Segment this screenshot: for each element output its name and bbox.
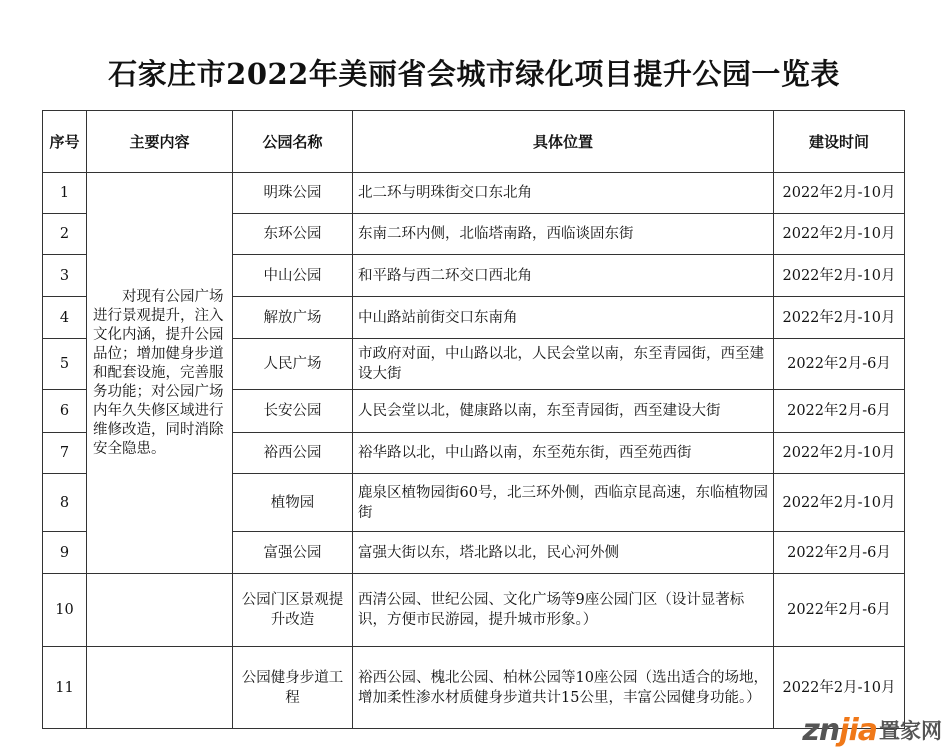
- row-park-name: 人民广场: [233, 339, 353, 390]
- row-location: 市政府对面，中山路以北，人民会堂以南，东至青园街，西至建设大街: [353, 339, 774, 390]
- row-location: 北二环与明珠街交口东北角: [353, 173, 774, 214]
- empty-content-cell: [87, 647, 233, 729]
- header-park-name: 公园名称: [233, 111, 353, 173]
- row-location: 和平路与西二环交口西北角: [353, 255, 774, 297]
- table-row: [43, 647, 905, 729]
- empty-content-cell: [87, 574, 233, 647]
- row-park-name: 解放广场: [233, 297, 353, 339]
- row-location: 裕西公园、槐北公园、柏林公园等10座公园（选出适合的场地，增加柔性渗水材质健身步道共计15公里，丰富公园健身功能。）: [353, 647, 774, 729]
- row-num: 8: [43, 474, 87, 532]
- row-num: 1: [43, 173, 87, 214]
- row-park-name: 东环公园: [233, 214, 353, 255]
- row-location: 东南二环内侧，北临塔南路，西临谈固东街: [353, 214, 774, 255]
- header-num: 序号: [43, 111, 87, 173]
- row-park-name: 植物园: [233, 474, 353, 532]
- header-content: 主要内容: [87, 111, 233, 173]
- row-num: 4: [43, 297, 87, 339]
- row-park-name: 公园门区景观提升改造: [233, 574, 353, 647]
- table-row: [43, 173, 905, 214]
- row-location: 鹿泉区植物园街60号，北三环外侧，西临京昆高速，东临植物园街: [353, 474, 774, 532]
- row-time: 2022年2月-10月: [774, 474, 905, 532]
- row-num: 6: [43, 390, 87, 433]
- main-content-cell: 对现有公园广场进行景观提升，注入文化内涵，提升公园品位；增加健身步道和配套设施，完善服务功能；对公园广场内年久失修区域进行维修改造，同时消除安全隐患。: [87, 173, 233, 574]
- row-time: 2022年2月-6月: [774, 574, 905, 647]
- row-time: 2022年2月-10月: [774, 433, 905, 474]
- table-row: [43, 574, 905, 647]
- row-time: 2022年2月-10月: [774, 647, 905, 729]
- row-location: 西清公园、世纪公园、文化广场等9座公园门区（设计显著标识，方便市民游园，提升城市形象。）: [353, 574, 774, 647]
- table-header-row: [43, 111, 905, 173]
- row-park-name: 中山公园: [233, 255, 353, 297]
- row-time: 2022年2月-6月: [774, 532, 905, 574]
- row-time: 2022年2月-10月: [774, 173, 905, 214]
- watermark-site-name: 置家网: [879, 719, 942, 743]
- row-time: 2022年2月-6月: [774, 339, 905, 390]
- row-location: 人民会堂以北，健康路以南，东至青园街，西至建设大街: [353, 390, 774, 433]
- page-title: 石家庄市2022年美丽省会城市绿化项目提升公园一览表: [108, 57, 840, 91]
- row-park-name: 长安公园: [233, 390, 353, 433]
- row-num: 5: [43, 339, 87, 390]
- header-time: 建设时间: [774, 111, 905, 173]
- row-park-name: 明珠公园: [233, 173, 353, 214]
- row-location: 裕华路以北，中山路以南，东至苑东街，西至苑西街: [353, 433, 774, 474]
- row-num: 3: [43, 255, 87, 297]
- row-num: 7: [43, 433, 87, 474]
- row-location: 富强大街以东，塔北路以北，民心河外侧: [353, 532, 774, 574]
- row-num: 10: [43, 574, 87, 647]
- parks-table: [42, 110, 905, 729]
- row-num: 9: [43, 532, 87, 574]
- watermark-logo-text: znjia: [802, 712, 877, 748]
- row-num: 11: [43, 647, 87, 729]
- row-time: 2022年2月-10月: [774, 297, 905, 339]
- site-watermark-logo: [802, 710, 942, 750]
- row-num: 2: [43, 214, 87, 255]
- row-time: 2022年2月-10月: [774, 214, 905, 255]
- row-park-name: 公园健身步道工程: [233, 647, 353, 729]
- row-time: 2022年2月-6月: [774, 390, 905, 433]
- row-park-name: 富强公园: [233, 532, 353, 574]
- header-location: 具体位置: [353, 111, 774, 173]
- row-location: 中山路站前街交口东南角: [353, 297, 774, 339]
- row-park-name: 裕西公园: [233, 433, 353, 474]
- row-time: 2022年2月-10月: [774, 255, 905, 297]
